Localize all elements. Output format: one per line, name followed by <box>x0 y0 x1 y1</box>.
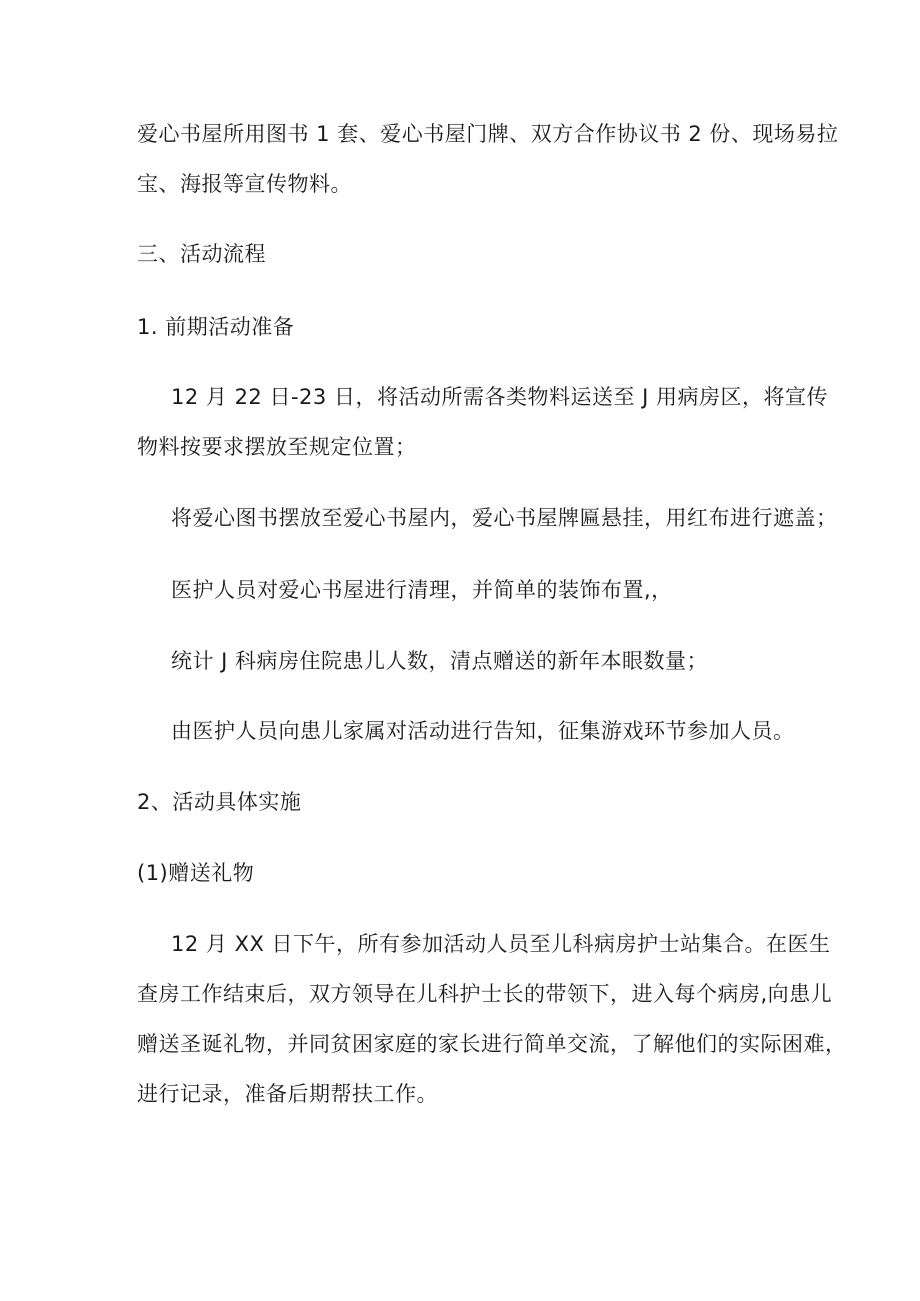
gifts-paragraph-line-3: 赠送圣诞礼物，并同贫困家庭的家长进行简单交流，了解他们的实际困难， <box>137 1032 847 1056</box>
subheading-preparation: 1. 前期活动准备 <box>137 315 295 339</box>
gifts-paragraph-line-4: 进行记录，准备后期帮扶工作。 <box>137 1082 438 1106</box>
prep-item-cleaning: 医护人员对爱心书屋进行清理，并简单的装饰布置,， <box>171 578 673 602</box>
prep-item-notice: 由医护人员向患儿家属对活动进行告知，征集游戏环节参加人员。 <box>171 719 795 743</box>
section-heading-activity-process: 三、活动流程 <box>137 242 266 266</box>
subheading-implementation: 2、活动具体实施 <box>137 790 302 814</box>
materials-line-2: 宝、海报等宣传物料。 <box>137 172 352 196</box>
gifts-paragraph-line-2: 查房工作结束后，双方领导在儿科护士长的带领下，进入每个病房,向患儿 <box>137 982 833 1006</box>
prep-item-statistics: 统计 J 科病房住院患儿人数，清点赠送的新年本眼数量； <box>171 649 709 673</box>
gifts-paragraph-line-1: 12 月 XX 日下午，所有参加活动人员至儿科病房护士站集合。在医生 <box>171 932 831 956</box>
prep-paragraph-line-1: 12 月 22 日-23 日，将活动所需各类物料运送至 J 用病房区，将宣传 <box>171 385 828 409</box>
subheading-gifts: (1)赠送礼物 <box>137 861 255 885</box>
materials-line-1: 爱心书屋所用图书 1 套、爱心书屋门牌、双方合作协议书 2 份、现场易拉 <box>137 122 839 146</box>
prep-item-books: 将爱心图书摆放至爱心书屋内，爱心书屋牌匾悬挂，用红布进行遮盖； <box>171 506 838 530</box>
prep-paragraph-line-2: 物料按要求摆放至规定位置； <box>137 435 417 459</box>
